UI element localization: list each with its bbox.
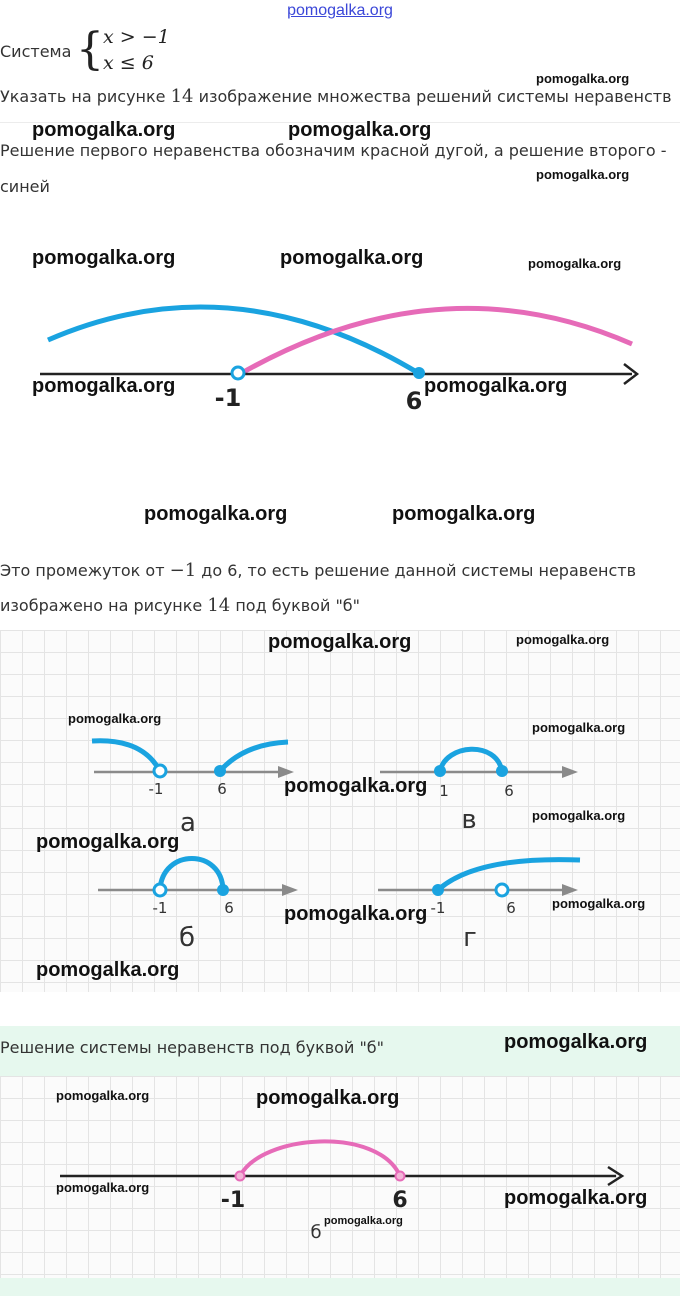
figure1-open-point bbox=[232, 367, 244, 379]
option-a bbox=[92, 741, 294, 838]
task-part2: изображение множества решений системы неравенств bbox=[193, 87, 672, 106]
conclusion-part3: изображено на рисунке bbox=[0, 596, 208, 615]
figure1-blue-arc bbox=[48, 307, 420, 374]
option-g-letter: г bbox=[463, 923, 477, 953]
system-inequality-2: x ≤ 6 bbox=[103, 52, 154, 74]
watermark: pomogalka.org bbox=[36, 959, 180, 981]
conclusion-line2 bbox=[0, 595, 360, 616]
option-v-letter: в bbox=[461, 805, 477, 835]
watermark: pomogalka.org bbox=[288, 119, 432, 141]
figure1-label-right: 6 bbox=[405, 387, 423, 415]
conclusion-part2: до 6, то есть решение данной системы неравенств bbox=[196, 561, 637, 580]
system-brace: { bbox=[76, 24, 104, 75]
watermark: pomogalka.org bbox=[552, 896, 646, 911]
figure2-letter: б bbox=[310, 1222, 322, 1243]
watermark: pomogalka.org bbox=[532, 720, 626, 735]
option-g-left-label: -1 bbox=[430, 899, 446, 917]
system-label: Система bbox=[0, 42, 72, 61]
option-v-right-label: 6 bbox=[504, 782, 514, 800]
watermark: pomogalka.org bbox=[324, 1215, 403, 1227]
bottom-band bbox=[0, 1278, 680, 1296]
watermark: pomogalka.org bbox=[504, 1187, 648, 1209]
watermark: pomogalka.org bbox=[532, 808, 626, 823]
figure2-label-left: -1 bbox=[220, 1188, 246, 1213]
conclusion-part1: Это промежуток от bbox=[0, 561, 170, 580]
conclusion-minus1: −1 bbox=[169, 560, 197, 581]
option-b-right-label: 6 bbox=[224, 899, 234, 917]
watermark: pomogalka.org bbox=[516, 632, 610, 647]
option-a-right-label: 6 bbox=[217, 780, 227, 798]
watermark: pomogalka.org bbox=[392, 503, 536, 525]
watermark: pomogalka.org bbox=[268, 631, 412, 653]
watermark: pomogalka.org bbox=[32, 119, 176, 141]
watermark: pomogalka.org bbox=[528, 256, 622, 271]
watermark: pomogalka.org bbox=[256, 1087, 400, 1109]
figure1-number-line bbox=[0, 280, 680, 420]
option-v-left-label: 1 bbox=[439, 782, 449, 800]
conclusion-figure-number: 14 bbox=[207, 595, 231, 616]
figure2-label-right: 6 bbox=[392, 1188, 408, 1213]
solution-intro-line1: Решение первого неравенства обозначим красной дугой, а решение второго - bbox=[0, 141, 667, 160]
watermark: pomogalka.org bbox=[32, 247, 176, 269]
conclusion-line1 bbox=[0, 560, 636, 581]
watermark: pomogalka.org bbox=[424, 375, 568, 397]
option-b-letter: б bbox=[178, 923, 196, 953]
option-a-letter: а bbox=[180, 808, 196, 838]
watermark: pomogalka.org bbox=[144, 503, 288, 525]
watermark: pomogalka.org bbox=[504, 1031, 648, 1053]
watermark: pomogalka.org bbox=[36, 831, 180, 853]
option-a-left-label: -1 bbox=[148, 780, 164, 798]
figure2-left-point bbox=[236, 1172, 245, 1181]
figure2-pink-arc bbox=[240, 1141, 400, 1176]
watermark: pomogalka.org bbox=[56, 1180, 150, 1195]
watermark: pomogalka.org bbox=[56, 1088, 150, 1103]
conclusion-part4: под буквой "б" bbox=[230, 596, 361, 615]
figure1-label-left: -1 bbox=[214, 384, 242, 412]
task-figure-number: 14 bbox=[170, 86, 194, 107]
system-inequality-1: x > −1 bbox=[103, 26, 170, 48]
task-text bbox=[0, 86, 672, 107]
figure2-right-point bbox=[396, 1172, 405, 1181]
option-b bbox=[98, 859, 298, 954]
watermark: pomogalka.org bbox=[68, 711, 162, 726]
option-b-left-label: -1 bbox=[152, 899, 168, 917]
solution-intro-line2: синей bbox=[0, 177, 50, 196]
header-site-link[interactable]: pomogalka.org bbox=[287, 2, 393, 19]
answer-text: Решение системы неравенств под буквой "б" bbox=[0, 1038, 385, 1057]
watermark: pomogalka.org bbox=[284, 775, 428, 797]
watermark: pomogalka.org bbox=[284, 903, 428, 925]
watermark: pomogalka.org bbox=[32, 375, 176, 397]
watermark: pomogalka.org bbox=[536, 71, 630, 86]
task-part1: Указать на рисунке bbox=[0, 87, 171, 106]
watermark: pomogalka.org bbox=[536, 167, 630, 182]
watermark: pomogalka.org bbox=[280, 247, 424, 269]
option-g-right-label: 6 bbox=[506, 899, 516, 917]
